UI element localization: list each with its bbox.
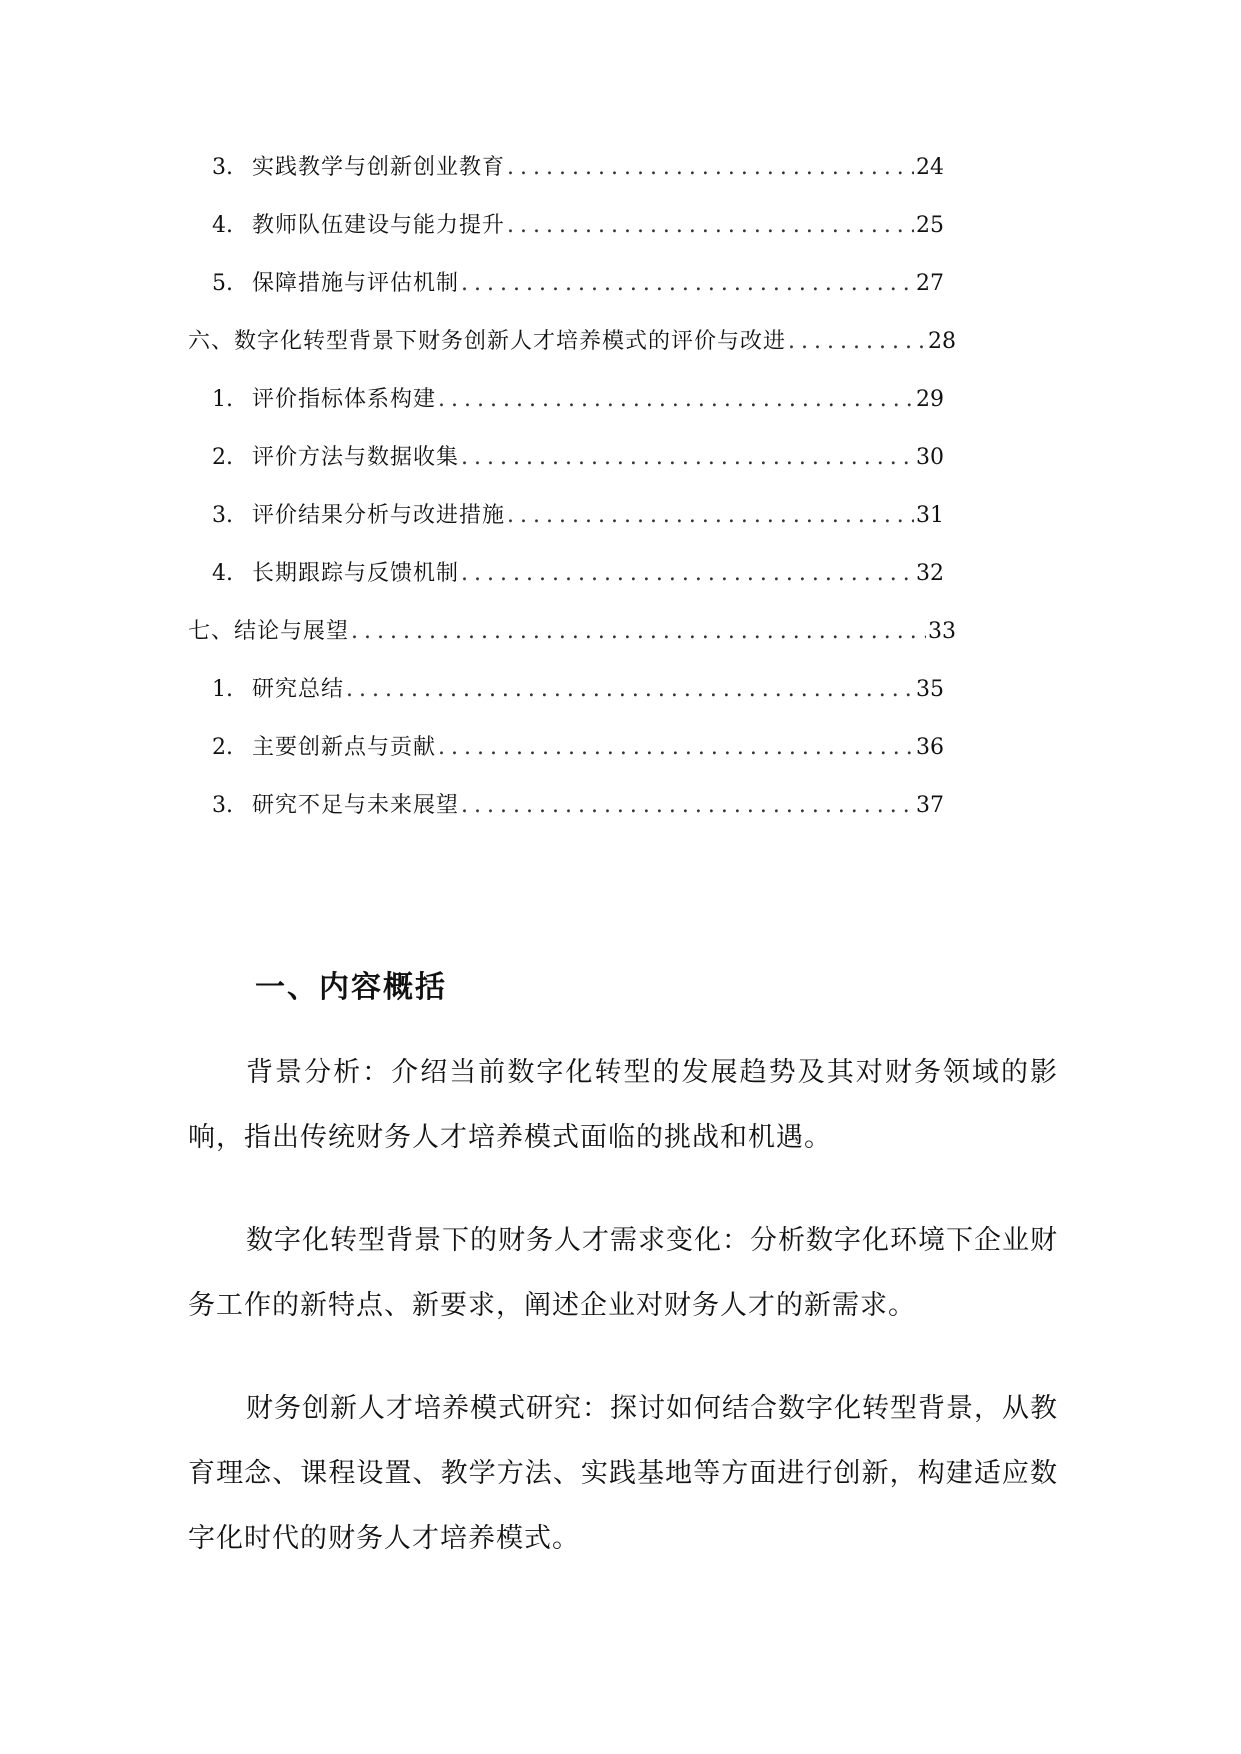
toc-entry-title: 评价方法与数据收集 [252, 445, 460, 470]
toc-entry[interactable] [212, 266, 944, 302]
toc-entry-title: 七、结论与展望 [188, 619, 350, 644]
toc-entry-title: 研究总结 [252, 677, 345, 702]
toc-entry-page: 32 [916, 561, 944, 586]
toc-entry-number: 5. [212, 271, 233, 296]
toc-chapter-entry[interactable] [188, 614, 956, 650]
body-paragraph: 数字化转型背景下的财务人才需求变化：分析数字化环境下企业财务工作的新特点、新要求，阐述企业对财务人才的新需求。 [188, 1225, 1058, 1321]
toc-entry-page: 29 [916, 387, 944, 412]
toc-entry[interactable] [212, 440, 944, 476]
toc-entry-title: 研究不足与未来展望 [252, 793, 460, 818]
toc-dot-leader [438, 382, 914, 418]
toc-entry-title: 教师队伍建设与能力提升 [252, 213, 506, 238]
toc-entry[interactable] [212, 672, 944, 708]
body-paragraph: 财务创新人才培养模式研究：探讨如何结合数字化转型背景，从教育理念、课程设置、教学方法、实践基地等方面进行创新，构建适应数字化时代的财务人才培养模式。 [188, 1393, 1058, 1554]
toc-entry[interactable] [212, 498, 944, 534]
toc-dot-leader [461, 556, 914, 592]
section-heading: 一、内容概括 [255, 970, 447, 1005]
toc-dot-leader [461, 440, 914, 476]
toc-entry-title: 评价指标体系构建 [252, 387, 437, 412]
toc-entry[interactable] [212, 150, 944, 186]
toc-entry-number: 4. [212, 561, 233, 586]
toc-entry-page: 27 [916, 271, 944, 296]
toc-chapter-entry[interactable] [188, 324, 956, 360]
toc-entry-title: 实践教学与创新创业教育 [252, 155, 506, 180]
toc-entry-number: 3. [212, 503, 233, 528]
toc-entry-page: 28 [928, 329, 956, 354]
toc-dot-leader [351, 614, 926, 650]
toc-entry-number: 4. [212, 213, 233, 238]
toc-entry-page: 36 [916, 735, 944, 760]
toc-entry-page: 30 [916, 445, 944, 470]
toc-entry-number: 2. [212, 735, 233, 760]
toc-entry-page: 24 [916, 155, 944, 180]
toc-entry-number: 2. [212, 445, 233, 470]
toc-dot-leader [346, 672, 914, 708]
toc-entry-number: 1. [212, 677, 233, 702]
toc-dot-leader [507, 150, 914, 186]
toc-entry-page: 31 [916, 503, 944, 528]
toc-entry[interactable] [212, 730, 944, 766]
toc-entry-number: 1. [212, 387, 233, 412]
toc-entry-number: 3. [212, 793, 233, 818]
body-paragraph: 背景分析：介绍当前数字化转型的发展趋势及其对财务领域的影响，指出传统财务人才培养模式面临的挑战和机遇。 [188, 1057, 1058, 1153]
toc-entry[interactable] [212, 382, 944, 418]
toc-entry[interactable] [212, 556, 944, 592]
toc-dot-leader [461, 788, 914, 824]
toc-entry-page: 35 [916, 677, 944, 702]
toc-entry-title: 长期跟踪与反馈机制 [252, 561, 460, 586]
toc-dot-leader [461, 266, 914, 302]
toc-entry-page: 25 [916, 213, 944, 238]
toc-entry[interactable] [212, 208, 944, 244]
toc-entry-page: 33 [928, 619, 956, 644]
toc-dot-leader [788, 324, 926, 360]
toc-entry-title: 六、数字化转型背景下财务创新人才培养模式的评价与改进 [188, 329, 787, 354]
toc-entry-title: 主要创新点与贡献 [252, 735, 437, 760]
toc-entry-page: 37 [916, 793, 944, 818]
toc-dot-leader [438, 730, 914, 766]
toc-entry-number: 3. [212, 155, 233, 180]
toc-entry-title: 保障措施与评估机制 [252, 271, 460, 296]
toc-dot-leader [507, 208, 914, 244]
toc-dot-leader [507, 498, 914, 534]
toc-entry-title: 评价结果分析与改进措施 [252, 503, 506, 528]
toc-entry[interactable] [212, 788, 944, 824]
